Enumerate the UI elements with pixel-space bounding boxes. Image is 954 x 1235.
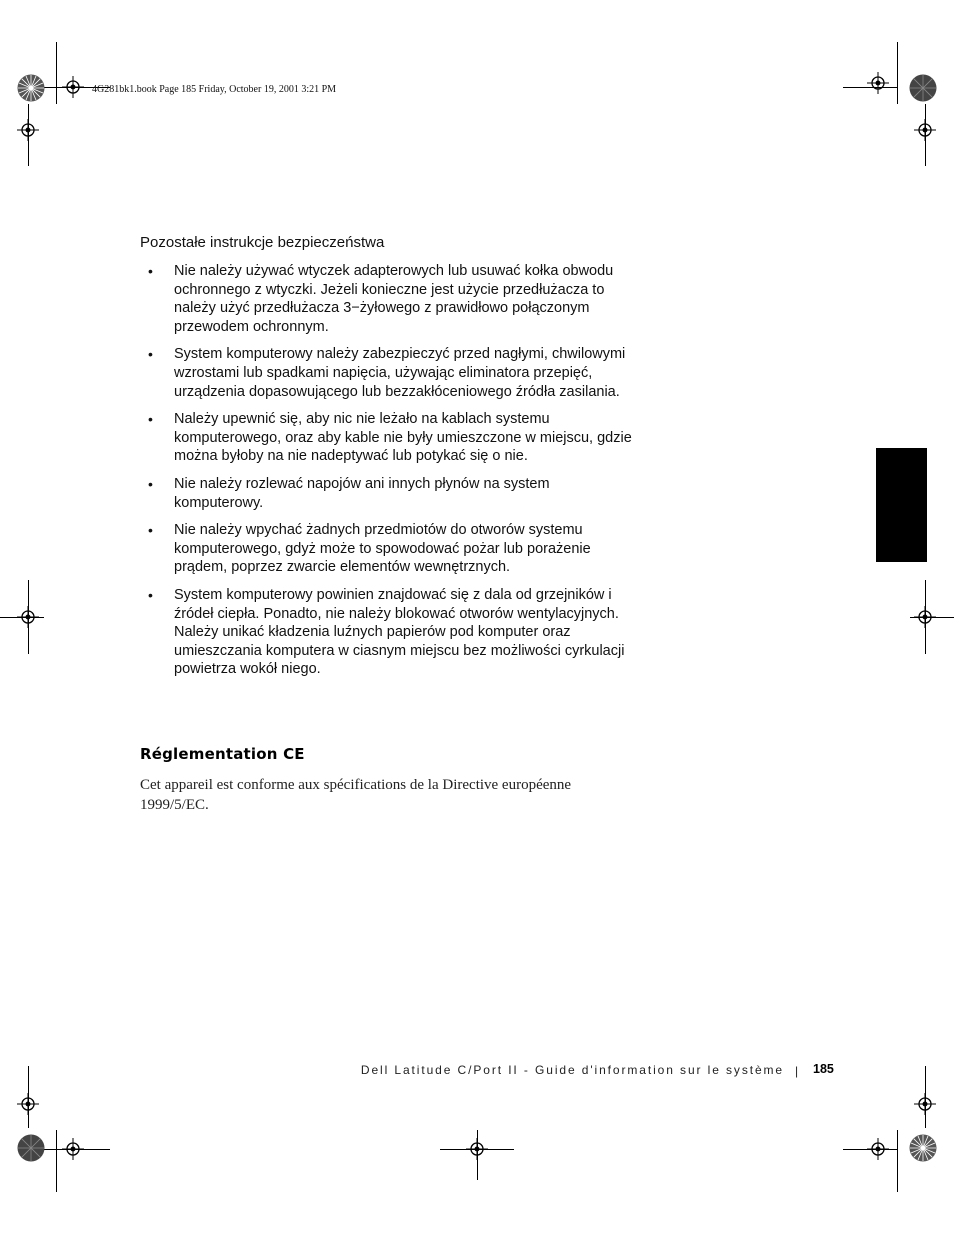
crop-mark (897, 1130, 898, 1192)
list-item (140, 410, 640, 466)
registration-mark-icon (867, 72, 889, 94)
list-item-text: System komputerowy powinien znajdować się z dala od grzejników i źródeł ciepła. Ponadto, nie należy blokować otworów wentylacyjnych. Należy unikać kładzenia luźnych papierów pod komputer oraz umieszczania komputera w ciasnym miejscu bez możliwości cyrkulacji powietrza wokół niego. (174, 586, 625, 678)
safety-list (140, 262, 640, 688)
list-item (140, 521, 640, 577)
page-number: 185 (813, 1062, 834, 1076)
registration-mark-icon (466, 1138, 488, 1160)
registration-mark-icon (914, 119, 936, 141)
starburst-target-icon (17, 74, 45, 102)
bullet-icon: • (148, 522, 153, 539)
list-item-text: Nie należy rozlewać napojów ani innych płynów na system komputerowy. (174, 475, 550, 511)
bullet-icon: • (148, 411, 153, 428)
list-item (140, 475, 640, 512)
starburst-target-icon (909, 1134, 937, 1162)
list-item-text: Nie należy używać wtyczek adapterowych lub usuwać kołka obwodu ochronnego z wtyczki. Jeżeli konieczne jest użycie przedłużacza to należy użyć przedłużacza 3−żyłowego z prawidłowo połączonym przewodem ochronnym. (174, 263, 614, 335)
registration-mark-icon (62, 76, 84, 98)
list-item-text: Należy upewnić się, aby nic nie leżało na kablach systemu komputerowego, oraz aby kable nie były umieszczone w miejscu, gdzie można byłoby na nie nadeptywać lub potykać się o nie. (174, 411, 632, 465)
starburst-target-icon (17, 1134, 45, 1162)
print-info: 4G281bk1.book Page 185 Friday, October 19, 2001 3:21 PM (92, 84, 337, 95)
crop-mark (56, 1130, 57, 1192)
ce-section-title: Réglementation CE (140, 745, 305, 763)
footer-title: Dell Latitude C/Port II - Guide d'information sur le système (360, 1063, 784, 1077)
crop-mark (897, 42, 898, 104)
bullet-icon: • (148, 586, 153, 603)
crop-mark (56, 42, 57, 104)
ce-body-text: Cet appareil est conforme aux spécifications de la Directive européenne 1999/5/EC. (140, 777, 572, 813)
registration-mark-icon (17, 119, 39, 141)
list-item (140, 586, 640, 679)
footer-separator: | (795, 1064, 799, 1078)
registration-mark-icon (17, 1093, 39, 1115)
bullet-icon: • (148, 263, 153, 279)
bullet-icon: • (148, 346, 153, 363)
section-tab (876, 448, 927, 562)
bullet-icon: • (148, 475, 153, 492)
registration-mark-icon (17, 606, 39, 628)
registration-mark-icon (914, 1093, 936, 1115)
registration-mark-icon (867, 1138, 889, 1160)
list-item-text: Nie należy wpychać żadnych przedmiotów do otworów systemu komputerowego, gdyż może to spowodować pożar lub porażenie prądem, poprzez zwarcie elementów wewnętrznych. (174, 522, 591, 576)
list-item-text: System komputerowy należy zabezpieczyć przed nagłymi, chwilowymi wzrostami lub spadkami napięcia, używając eliminatora przepięć, urządzenia dopasowującego lub bezzakłóceniowego źródła zasilania. (174, 346, 626, 400)
starburst-target-icon (909, 74, 937, 102)
list-item (140, 262, 640, 336)
registration-mark-icon (62, 1138, 84, 1160)
list-item (140, 345, 640, 401)
safety-heading: Pozostałe instrukcje bezpieczeństwa (140, 234, 385, 251)
registration-mark-icon (914, 606, 936, 628)
